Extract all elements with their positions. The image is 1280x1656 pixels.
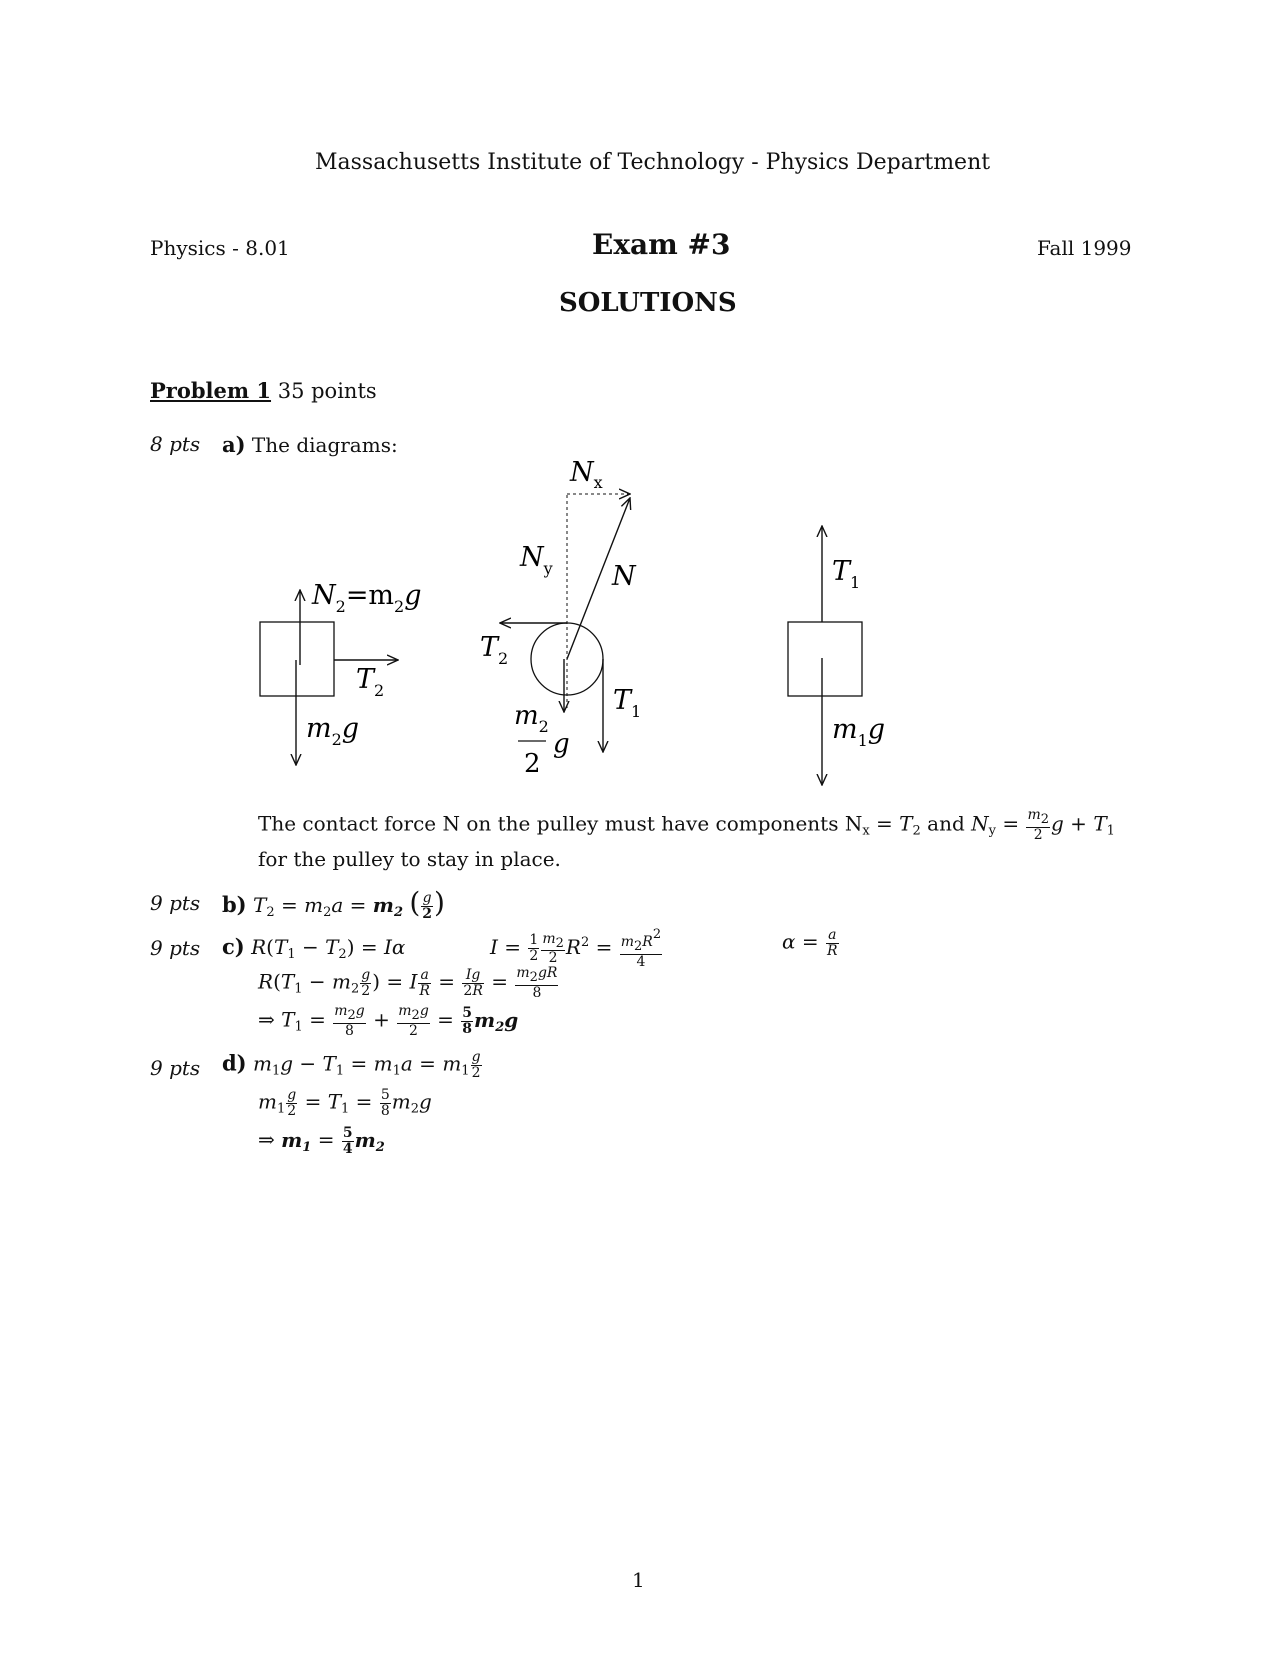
problem-name: Problem 1 bbox=[150, 378, 272, 403]
label-weight-m1: $m_1g$ bbox=[832, 714, 886, 750]
part-b-label: b) bbox=[222, 892, 247, 917]
part-d-label: d) bbox=[222, 1050, 247, 1076]
part-c-equation-1: c) $R(T_1 - T_2) = I\alpha$ bbox=[222, 934, 406, 962]
part-c-equation-2: $R(T_1 - m_2$ $\frac{g}{2}$ ) = I $\frac{a}{R}$ = $\frac{Ig}{2R}$ = $\frac{m2gR}{8}$ bbox=[258, 965, 558, 1001]
label-tension-m1: $T_1$ bbox=[832, 556, 861, 592]
label-t1-pulley: $T_1$ bbox=[613, 685, 642, 721]
institution-header: Massachusetts Institute of Technology - Physics Department bbox=[315, 150, 991, 175]
part-d-equation-3: ⇒ $m_1$ = $\frac{5}{4}$ $m_2$ bbox=[258, 1125, 385, 1157]
term-label: Fall 1999 bbox=[1037, 236, 1132, 260]
block-m1-diagram bbox=[788, 526, 885, 785]
problem-points: 35 points bbox=[277, 379, 377, 403]
paragraph-text-1: The contact force N on the pulley must have components N bbox=[258, 811, 863, 836]
pulley-diagram bbox=[480, 457, 641, 779]
exam-title: Exam #3 bbox=[592, 228, 731, 261]
part-d-equation-1: d) $m_1g - T_1 = m_1a = m_1$ $\frac{g}{2}$ bbox=[222, 1049, 481, 1081]
page-number: 1 bbox=[632, 1568, 645, 1592]
label-ny: $N_y$ bbox=[520, 542, 553, 578]
part-d-equation-2: $m_1$ $\frac{g}{2}$ = $T_1$ = $\frac{5}{8}$ $m_2g$ bbox=[258, 1087, 432, 1119]
part-b-points: 9 pts bbox=[150, 891, 201, 915]
label-n: N bbox=[612, 561, 636, 592]
label-tension-m2: $T_2$ bbox=[356, 664, 385, 700]
label-weight-m2: $m_2g$ bbox=[306, 713, 360, 749]
free-body-diagrams bbox=[0, 440, 1280, 800]
part-c-moment-of-inertia: I = $\frac{1}{2}$ $\frac{m2}{2}$ $R^2$ = $\frac{m2R2}{4}$ bbox=[490, 927, 662, 970]
part-b-equation: b) $T_2 = m_2a = m_2$ ( $\frac{g}{2}$ ) bbox=[222, 886, 445, 922]
label-nx: $N_x$ bbox=[570, 457, 603, 492]
label-pulley-weight-g: g bbox=[553, 729, 570, 759]
part-a-points: 8 pts bbox=[150, 432, 201, 456]
part-a-label: a) bbox=[222, 432, 246, 457]
part-d-points: 9 pts bbox=[150, 1056, 201, 1080]
block-m1 bbox=[788, 622, 862, 696]
label-pulley-weight-den: 2 bbox=[524, 749, 541, 779]
contact-force-paragraph-line1: The contact force N on the pulley must have components $N_x = T_2$ and $N_y$ = $\frac{m2}{2}$ $g + T_1$ bbox=[258, 807, 1115, 843]
block-m2 bbox=[260, 622, 334, 696]
contact-force-paragraph-line2: for the pulley to stay in place. bbox=[258, 847, 561, 871]
label-t2-pulley: $T_2$ bbox=[480, 632, 509, 668]
block-m2-diagram bbox=[260, 580, 422, 765]
label-pulley-weight-num: $m_2$ bbox=[514, 701, 549, 736]
part-c-label: c) bbox=[222, 934, 245, 959]
problem-heading bbox=[150, 378, 377, 403]
label-normal-m2: $N_2=m_2g$ bbox=[312, 580, 422, 616]
part-c-points: 9 pts bbox=[150, 936, 201, 960]
part-c-alpha: α = $\frac{a}{R}$ bbox=[782, 927, 838, 959]
solutions-title: SOLUTIONS bbox=[559, 288, 737, 318]
course-label: Physics - 8.01 bbox=[150, 236, 290, 260]
part-c-equation-3: ⇒ $T_1$ = $\frac{m2g}{8}$ + $\frac{m2g}{2}$ = $\frac{5}{8}$ $m_2g$ bbox=[258, 1003, 519, 1039]
part-a-text: The diagrams: bbox=[251, 433, 398, 457]
